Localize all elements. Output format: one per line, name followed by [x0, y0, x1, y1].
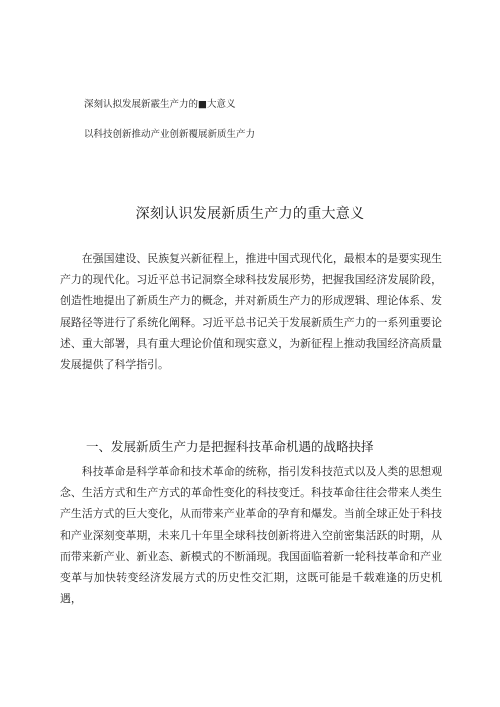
document-title: 深刻认识发展新质生产力的重大意义	[135, 206, 365, 222]
section-paragraph-1: 科技革命是科学革命和技术革命的统称，指引发科技范式以及人类的思想观念、生活方式和生产方式的革命性变化的科技变迁。科技革命往往会带来人类生产生活方式的巨大变化，从而带来产业革命的孕育和爆发。当前全球正处于科技和产业深刻变革期，未来几十年里全球科技创新将进入空前密集活跃的时期，从而带来新产业、新业态、新模式的不断涌现。我国面临着新一轮科技革命和产业变革与加快转变经济发展方式的历史性交汇期，这既可能是千载难逢的历史机遇，	[60, 465, 442, 606]
toc-entry-1[interactable]: 深刻认拟发展新霰生产力的■大意义	[84, 99, 236, 110]
toc-entry-2[interactable]: 以科技创新推动产业创新覆展新质生产力	[84, 129, 256, 140]
intro-paragraph: 在强国建设、民族复兴新征程上，推进中国式现代化，最根本的是要实现生产力的现代化。习近平总书记洞察全球科技发展形势，把握我国经济发展阶段，创造性地提出了新质生产力的概念，并对新质生产力的形成逻辑、理论体系、发展路径等进行了系统化阐释。习近平总书记关于发展新质生产力的一系列重要论述、重大部署，具有重大理论价值和现实意义，为新征程上推动我国经济高质量发展提供了科学指引。	[60, 252, 442, 372]
section-heading-1: 一、发展新质生产力是把握科技革命机遇的战略抉择	[86, 439, 374, 454]
